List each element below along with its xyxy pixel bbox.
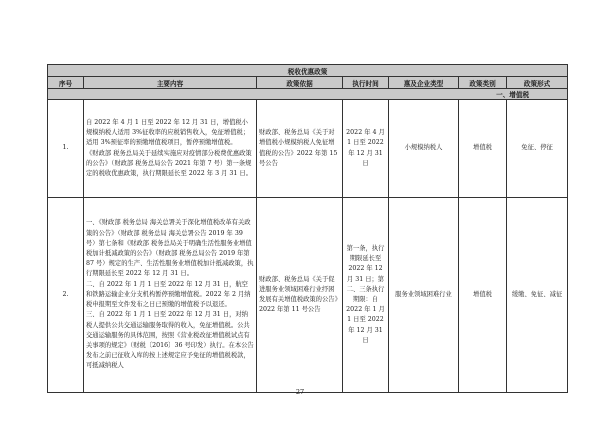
row-index: 1. (48, 100, 84, 198)
section-label: 一、增值税 (48, 89, 568, 100)
header-category: 政策类别 (459, 77, 507, 89)
header-content: 主要内容 (84, 77, 257, 89)
header-form: 政策形式 (507, 77, 568, 89)
row-content (84, 198, 257, 393)
header-beneficiary: 惠及企业类型 (389, 77, 459, 89)
row-time: 2022 年 4 月 1 日至 2022 年 12 月 31 日 (343, 100, 389, 198)
table-header-row (48, 77, 568, 89)
row-basis: 财政部、税务总局《关于促进服务业领域困难行业纾困发展有关增值税政策的公告》2022 年第 11 号公告 (257, 198, 343, 393)
content-paragraph: 二、自 2022 年 1 月 1 日至 2022 年 12 月 31 日，航空和铁路运输企业分支机构暂停预缴增值税。2022 年 2 月纳税申报期至文件发布之日已预缴的增值税予以退还。 (86, 280, 251, 309)
content-paragraph: 自 2022 年 4 月 1 日至 2022 年 12 月 31 日，增值税小规模纳税人适用 3%征收率的应税销售收入，免征增值税；适用 3%预征率的预缴增值税项目，暂停预缴增值税。 (86, 118, 250, 147)
content-paragraph: 《财政部 税务总局关于延续实施应对疫情部分税费优惠政策的公告》（财政部 税务总局公告 2021 年第 7 号）第一条规定的税收优惠政策，执行期限延长至 2022 年 3 月 31 日。 (86, 149, 252, 177)
row-beneficiary: 服务业领域困难行业 (389, 198, 459, 393)
row-time: 第一条，执行期限延长至 2022 年 12 月 31 日；第二、三条执行期限：自 2022 年 1 月 1 日至 2022 年 12 月 31 日 (343, 198, 389, 393)
header-time: 执行时间 (343, 77, 389, 89)
section-row (48, 89, 568, 100)
row-form: 免征、停征 (507, 100, 568, 198)
header-basis: 政策依据 (257, 77, 343, 89)
row-basis: 财政部、税务总局《关于对增值税小规模纳税人免征增值税的公告》2022 年第 15 号公告 (257, 100, 343, 198)
row-index: 2. (48, 198, 84, 393)
row-beneficiary: 小规模纳税人 (389, 100, 459, 198)
page-number: 27 (295, 388, 305, 396)
header-index: 序号 (48, 77, 84, 89)
table-title-row (48, 65, 568, 77)
row-category: 增值税 (459, 100, 507, 198)
content-paragraph: 三、自 2022 年 1 月 1 日至 2022 年 12 月 31 日，对纳税人提供公共交通运输服务取得的收入，免征增值税。公共交通运输服务的具体范围，按照《营业税改征增值税试点有关事项的规定》（财税〔2016〕36 号印发）执行。在本公告发布之前已征收入库的按上述规定应予免征的增值税税款，可抵减纳税人 (86, 311, 254, 370)
row-content (84, 100, 257, 198)
table-row (48, 100, 568, 198)
row-form: 缓缴、免征、减征 (507, 198, 568, 393)
table-row (48, 198, 568, 393)
row-category: 增值税 (459, 198, 507, 393)
tax-policy-table (47, 64, 568, 393)
content-paragraph: 一、《财政部 税务总局 海关总署关于深化增值税改革有关政策的公告》（财政部 税务总局 海关总署公告 2019 年 39 号）第七条和《财政部 税务总局关于明确生活性服务业增值税加计抵减政策的公告》（财政部 税务总局公告 2019 年第 87 号）规定的生产、生活性服务业增值税加计抵减政策，执行期限延长至 2022 年 12 月 31 日。 (86, 219, 254, 278)
table-title: 税收优惠政策 (48, 65, 568, 77)
